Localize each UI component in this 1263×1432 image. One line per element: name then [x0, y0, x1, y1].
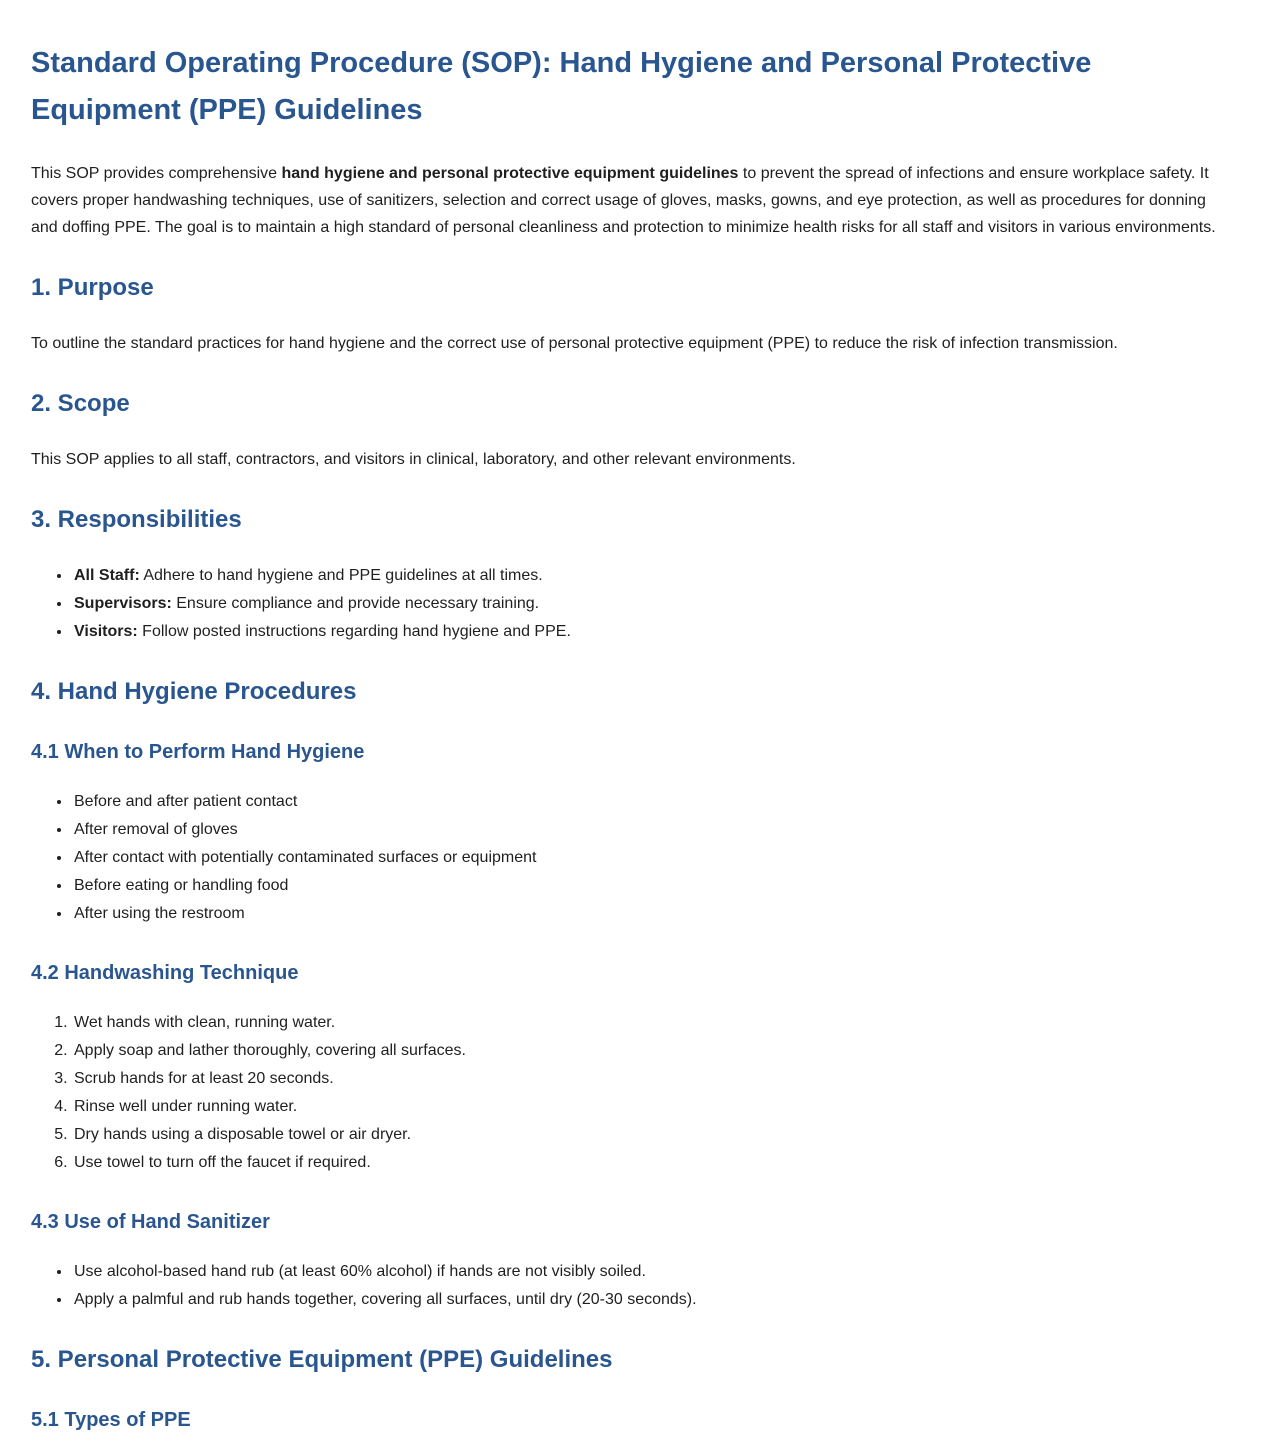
when-item: • Before eating or handling food	[72, 872, 1232, 899]
subsection-technique-heading: 4.2 Handwashing Technique	[31, 962, 299, 984]
section-scope-heading: 2. Scope	[31, 390, 130, 417]
intro-paragraph	[31, 160, 1232, 241]
subsection-ppe-types-heading: 5.1 Types of PPE	[31, 1409, 191, 1431]
technique-steps-list	[31, 1009, 1232, 1176]
responsibility-item	[72, 562, 1232, 589]
scope-paragraph: This SOP applies to all staff, contractors, and visitors in clinical, laboratory, and other relevant environments.	[31, 451, 796, 468]
sanitizer-list	[31, 1258, 1232, 1313]
sanitizer-item: • Use alcohol-based hand rub (at least 60% alcohol) if hands are not visibly soiled.	[72, 1258, 1232, 1285]
role-text: Ensure compliance and provide necessary training.	[171, 595, 540, 612]
when-item: • Before and after patient contact	[72, 788, 1232, 815]
when-list	[31, 788, 1232, 927]
responsibilities-list	[31, 562, 1232, 645]
role-label: All Staff:	[74, 567, 140, 584]
role-text: Follow posted instructions regarding hand hygiene and PPE.	[137, 623, 571, 640]
intro-text-post: to prevent the spread of infections and ensure workplace safety. It covers proper handwashing techniques, use of sanitizers, selection and correct usage of gloves, masks, gowns, and eye protection, as well as procedures for donning and doffing PPE. The goal is to maintain a high standard of personal cleanliness and protection to minimize health risks for all staff and visitors in various environments.	[31, 165, 1216, 236]
responsibility-item	[72, 618, 1232, 645]
technique-step: 5. Dry hands using a disposable towel or air dryer.	[72, 1121, 1232, 1148]
section-ppe-heading: 5. Personal Protective Equipment (PPE) Guidelines	[31, 1346, 613, 1373]
subsection-when-heading: 4.1 When to Perform Hand Hygiene	[31, 741, 365, 763]
intro-bold-phrase: hand hygiene and personal protective equipment guidelines	[281, 165, 739, 182]
technique-step: 4. Rinse well under running water.	[72, 1093, 1232, 1120]
technique-step: 2. Apply soap and lather thoroughly, covering all surfaces.	[72, 1037, 1232, 1064]
section-hand-hygiene-heading: 4. Hand Hygiene Procedures	[31, 678, 357, 705]
subsection-sanitizer-heading: 4.3 Use of Hand Sanitizer	[31, 1211, 270, 1233]
technique-step: 3. Scrub hands for at least 20 seconds.	[72, 1065, 1232, 1092]
when-item: • After removal of gloves	[72, 816, 1232, 843]
section-purpose-heading: 1. Purpose	[31, 274, 154, 301]
responsibility-item	[72, 590, 1232, 617]
technique-step: 1. Wet hands with clean, running water.	[72, 1009, 1232, 1036]
role-label: Visitors:	[74, 623, 138, 640]
when-item: • After contact with potentially contaminated surfaces or equipment	[72, 844, 1232, 871]
role-text: Adhere to hand hygiene and PPE guidelines at all times.	[139, 567, 543, 584]
intro-text-pre: This SOP provides comprehensive	[31, 165, 282, 182]
sanitizer-item: • Apply a palmful and rub hands together, covering all surfaces, until dry (20-30 seconds).	[72, 1286, 1232, 1313]
section-responsibilities-heading: 3. Responsibilities	[31, 506, 242, 533]
role-label: Supervisors:	[74, 595, 172, 612]
purpose-paragraph: To outline the standard practices for hand hygiene and the correct use of personal protective equipment (PPE) to reduce the risk of infection transmission.	[31, 335, 1118, 352]
page-title: Standard Operating Procedure (SOP): Hand Hygiene and Personal Protective Equipment (PPE) Guidelines	[31, 47, 1092, 126]
technique-step: 6. Use towel to turn off the faucet if required.	[72, 1149, 1232, 1176]
when-item: • After using the restroom	[72, 900, 1232, 927]
